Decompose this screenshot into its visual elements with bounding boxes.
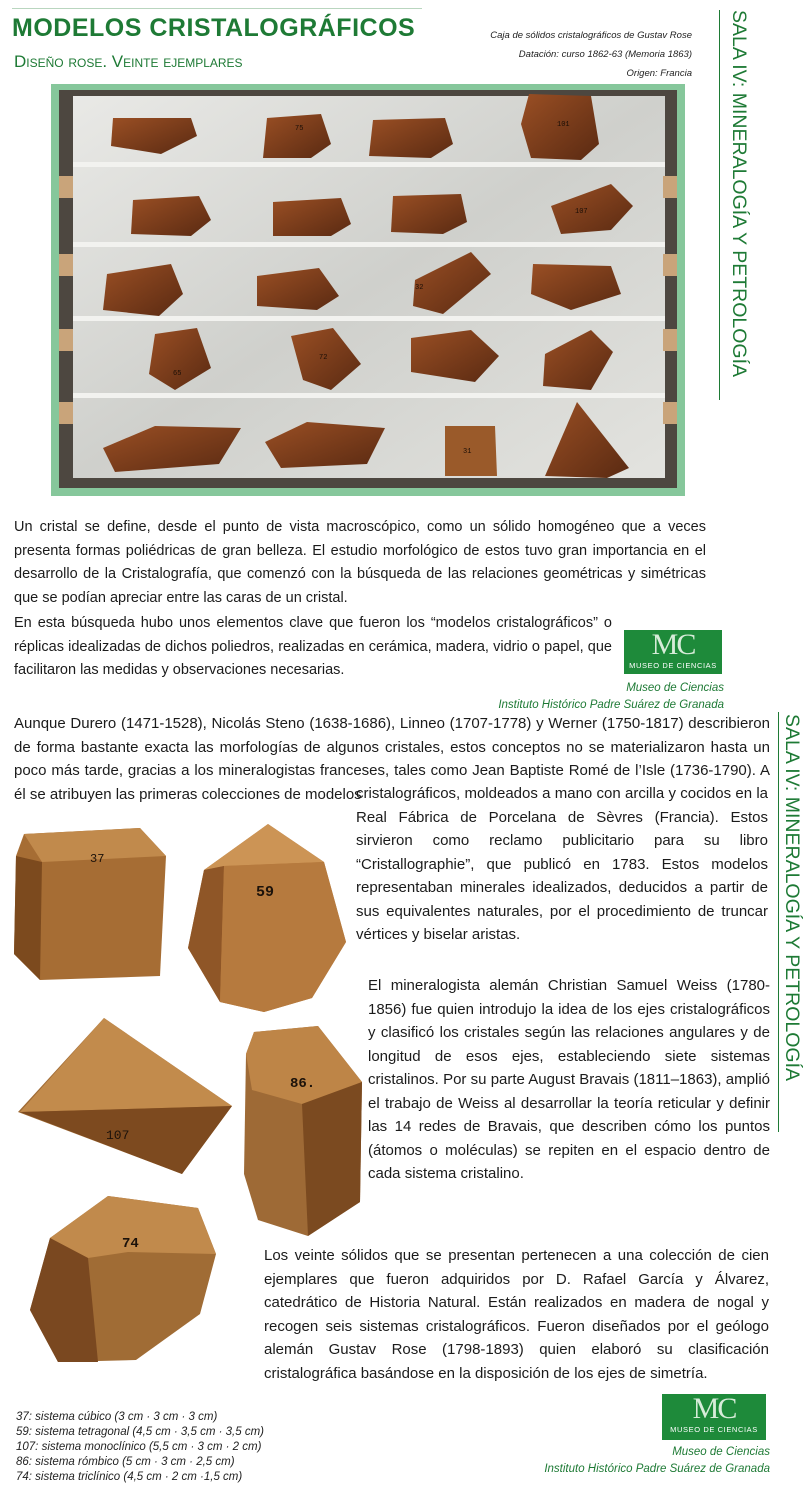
specimen-item: 37: sistema cúbico (3 cm · 3 cm · 3 cm) [16, 1411, 218, 1423]
specimen-item: 86: sistema rómbico (5 cm · 3 cm · 2,5 cm) [16, 1456, 235, 1468]
box-crystal-label: 31 [463, 448, 472, 456]
crystal-107-label: 107 [106, 1128, 130, 1143]
page-title: MODELOS CRISTALOGRÁFICOS [12, 14, 416, 42]
museo-logo-text: MUSEO DE CIENCIAS [670, 1425, 758, 1434]
crystal-box-illustration [51, 84, 685, 496]
museo-caption-bottom [544, 1444, 770, 1478]
paragraph-5: Los veinte sólidos que se presentan pertenecen a una colección de cien ejemplares que fueron adquiridos por D. Rafael García y Álvarez, catedrático de Historia Natural. Están realizados en madera de nogal y recogen seis sistemas cristalográficos. Fueron diseñados por el geólogo alemán Gustav Rose (1798-1893) quien elaboró su clasificación cristalográfica basándose en la disposición de los ejes de simetría. [264, 1247, 769, 1382]
museo-caption-name: Museo de Ciencias [672, 1446, 770, 1458]
paragraph-2: En esta búsqueda hubo unos elementos clave que fueron los “modelos cristalográficos” o réplicas idealizadas de dichos poliedros, realizadas en cerámica, madera, vidrio o papel, que facilitaron las medidas y observaciones necesarias. [14, 615, 612, 678]
crystal-59 [184, 822, 350, 1014]
crystal-37 [12, 826, 170, 984]
box-crystal-label: 101 [557, 121, 570, 129]
crystal-37-label: 37 [90, 852, 105, 866]
page-subtitle: Diseño rose. Veinte ejemplares [14, 52, 243, 71]
paragraph-1: Un cristal se define, desde el punto de vista macroscópico, como un sólido homogéneo que a veces presenta formas poliédricas de gran belleza. El estudio morfológico de estos tuvo gran importancia en el desarrollo de la Cristalografía, que comenzó con la búsqueda de las relaciones geométricas y simétricas que se podían apreciar entre las caras de un cristal. [14, 519, 706, 606]
caption-line: Datación: curso 1862-63 (Memoria 1863) [518, 49, 692, 60]
crystal-74 [28, 1194, 218, 1366]
specimen-item: 59: sistema tetragonal (4,5 cm · 3,5 cm · 3,5 cm) [16, 1426, 264, 1438]
side-label-top: SALA IV: MINERALOGÍA Y PETROLOGÍA [728, 10, 750, 378]
box-crystal-label: 32 [415, 284, 424, 292]
crystal-74-label: 74 [122, 1236, 139, 1252]
specimen-item: 74: sistema triclínico (4,5 cm · 2 cm ·1,5 cm) [16, 1471, 243, 1483]
specimen-list [16, 1410, 356, 1485]
museo-logo-mark: MC [692, 1392, 736, 1425]
side-divider-top [719, 10, 720, 400]
crystal-59-label: 59 [256, 884, 275, 901]
box-caption [490, 26, 692, 83]
crystal-86 [242, 1024, 366, 1238]
crystal-107 [12, 1016, 234, 1178]
paragraph-3a: Aunque Durero (1471-1528), Nicolás Steno (1638-1686), Linneo (1707-1778) y Werner (1750-1817) describieron de forma bastante exacta las morfologías de algunos cristales, estos conceptos no se materializaron hasta un poco más tarde, gracias a los mineralogistas franceses, tales como Jean Baptiste Romé de l’Isle (1736-1790). A él se atribuyen las primeras colecciones de modelos [14, 715, 770, 803]
specimen-item: 107: sistema monoclínico (5,5 cm · 3 cm · 2 cm) [16, 1441, 262, 1453]
caption-line: Origen: Francia [626, 68, 692, 79]
box-crystal-label: 75 [295, 125, 304, 133]
museo-logo [624, 630, 722, 674]
header-rule [12, 8, 422, 9]
museo-caption-name: Museo de Ciencias [626, 682, 724, 694]
crystal-86-label: 86. [290, 1076, 316, 1092]
paragraph-4: El mineralogista alemán Christian Samuel Weiss (1780-1856) fue quien introdujo la idea de los ejes cristalográficos y clasificó los cristales según las relaciones angulares y de longitud de esos ejes, estableciendo siete sistemas cristalinos. Por su parte August Bravais (1811–1863), amplió el trabajo de Weiss al desarrollar la teoría reticular y definir las 14 redes de Bravais, que describen cómo los puntos (átomos o moléculas) se repiten en el espacio dentro de cada sistema cristalino. [368, 977, 770, 1182]
caption-line: Caja de sólidos cristalográficos de Gustav Rose [490, 30, 692, 41]
paragraph-3b: cristalográficos, moldeados a mano con arcilla y cocidos en la Real Fábrica de Porcelana de Sèvres (Francia). Estos sirvieron como reclamo publicitario para su libro “Cristallographie”, que publicó en 1783. Estos modelos representaban minerales idealizados, deducidos a partir de sus equivalentes naturales, por el procedimiento de truncar vértices y biselar aristas. [356, 785, 768, 943]
box-crystal-label: 72 [319, 354, 328, 362]
side-label-mid: SALA IV: MINERALOGÍA Y PETROLOGÍA [781, 714, 803, 1082]
box-crystal-label: 107 [575, 208, 588, 216]
museo-logo-text: MUSEO DE CIENCIAS [629, 661, 717, 670]
museo-caption-institute: Instituto Histórico Padre Suárez de Granada [544, 1463, 770, 1475]
side-divider-mid [778, 712, 779, 1132]
museo-caption [498, 680, 724, 714]
box-crystal-label: 65 [173, 370, 182, 378]
museo-logo-mark: MC [651, 628, 695, 661]
museo-caption-institute: Instituto Histórico Padre Suárez de Granada [498, 699, 724, 711]
museo-logo-bottom [662, 1394, 766, 1440]
crystal-box-photo [51, 84, 685, 496]
